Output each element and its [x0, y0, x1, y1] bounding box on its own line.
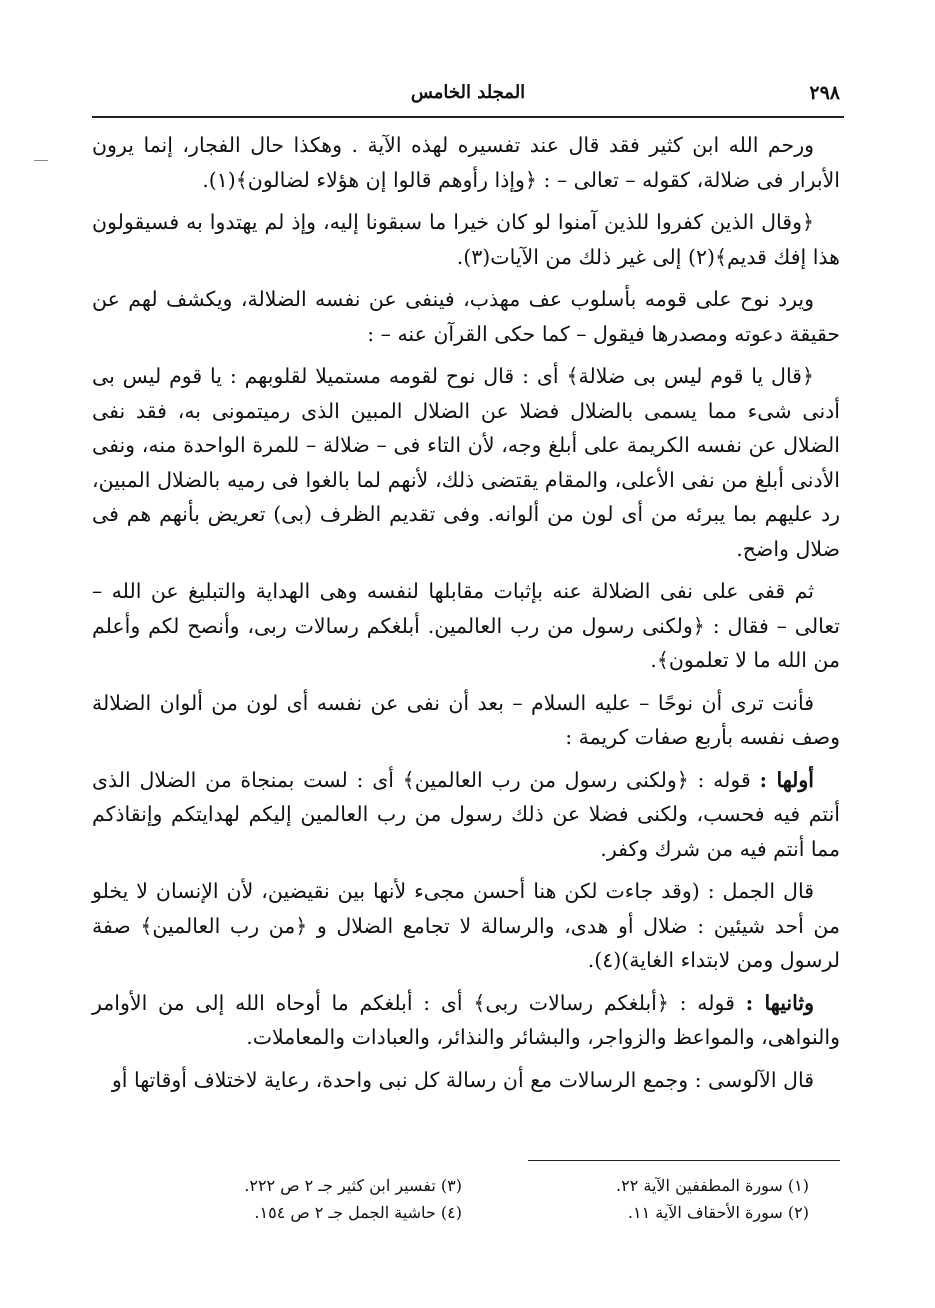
- running-title: المجلد الخامس: [410, 82, 526, 103]
- footnote-3: (٣) تفسير ابن كثير جـ ٢ ص ٢٢٢.: [244, 1176, 462, 1195]
- paragraph-text: ويرد نوح على قومه بأسلوب عف مهذب، فينفى عن نفسه الضلالة، ويكشف لهم عن حقيقة دعوته ومصدرها فيقول – كما حكى القرآن عنه – :: [92, 287, 840, 346]
- footnote-1: (١) سورة المطففين الآية ٢٢.: [616, 1176, 809, 1195]
- paragraph-3: [92, 282, 840, 351]
- footnote-4: (٤) حاشية الجمل جـ ٢ ص ١٥٤.: [254, 1203, 462, 1222]
- page-number: ٢٩٨: [809, 82, 840, 104]
- paragraph-text: ثم قفى على نفى الضلالة عنه بإثبات مقابلها لنفسه وهى الهداية والتبليغ عن الله – تعالى – فقال : ﴿ولكنى رسول من رب العالمين. أبلغكم رسالات ربى، وأنصح لكم وأعلم من الله ما لا تعلمون﴾.: [92, 579, 840, 672]
- paragraph-lead: أولها :: [759, 767, 814, 792]
- paragraph-text: ﴿قال يا قوم ليس بى ضلالة﴾ أى : قال نوح لقومه مستميلا لقلوبهم : يا قوم ليس بى أدنى شىء مما يسمى بالضلال فضلا عن الضلال المبين الذى رميتمونى به، فقد نفى الضلال عن نفسه الكريمة على أبلغ وجه، لأن التاء فى – ضلالة – للمرة الواحدة منه، ونفى الأدنى أبلغ من نفى الأعلى، والمقام يقتضى ذلك، لأنهم لما بالغوا فى رميه بالضلال المبين، رد عليهم بما يبرئه من أى لون من ألوانه. وفى تقديم الظرف (بى) تعريض بأنهم هم فى ضلال واضح.: [92, 364, 840, 561]
- paragraph-text: قال الآلوسى : وجمع الرسالات مع أن رسالة كل نبى واحدة، رعاية لاختلاف أوقاتها أو: [111, 1067, 814, 1092]
- paragraph-text: قوله : ﴿ولكنى رسول من رب العالمين﴾ أى : لست بمنجاة من الضلال الذى أنتم فيه فحسب، ولكنى فضلا عن ذلك رسول من رب العالمين إليكم لهدايتكم وإنقاذكم مما أنتم فيه من شرك وكفر.: [92, 767, 840, 861]
- paragraph-9: [92, 986, 840, 1055]
- paragraph-text: قوله : ﴿أبلغكم رسالات ربى﴾ أى : أبلغكم ما أوحاه الله إلى من الأوامر والنواهى، والمواعظ والزواجر، والبشائر والنذائر، والعبادات والمعاملات.: [92, 990, 840, 1049]
- header-rule: [92, 116, 844, 118]
- footnotes-right-column: [479, 1172, 809, 1226]
- paragraph-text: ورحم الله ابن كثير فقد قال عند تفسيره لهذه الآية . وهكذا حال الفجار، إنما يرون الأبرار فى ضلالة، كقوله – تعالى – : ﴿وإذا رأوهم قالوا إن هؤلاء لضالون﴾(١).: [92, 133, 840, 192]
- paragraph-5: [92, 574, 840, 678]
- footnotes-left-column: [132, 1172, 462, 1226]
- body-text: [92, 128, 840, 1105]
- paragraph-6: [92, 686, 840, 755]
- paragraph-text: فأنت ترى أن نوحًا – عليه السلام – بعد أن نفى عن نفسه أى لون من ألوان الضلالة وصف نفسه بأربع صفات كريمة :: [92, 690, 840, 749]
- margin-mark: [34, 160, 48, 161]
- paragraph-2: [92, 205, 840, 274]
- paragraph-8: [92, 874, 840, 978]
- paragraph-10: [92, 1063, 840, 1098]
- page-header: [92, 74, 844, 114]
- paragraph-1: [92, 128, 840, 197]
- paragraph-text: قال الجمل : (وقد جاءت لكن هنا أحسن مجىء لأنها بين نقيضين، لأن الإنسان لا يخلو من أحد شيئين : ضلال أو هدى، والرسالة لا تجامع الضلال و ﴿من رب العالمين﴾ صفة لرسول ومن لابتداء الغاية)(٤).: [92, 879, 840, 972]
- paragraph-text: ﴿وقال الذين كفروا للذين آمنوا لو كان خيرا ما سبقونا إليه، وإذ لم يهتدوا به فسيقولون هذا إفك قديم﴾(٢) إلى غير ذلك من الآيات(٣).: [92, 210, 840, 269]
- paragraph-7: [92, 763, 840, 867]
- paragraph-lead: وثانيها :: [745, 990, 814, 1015]
- footnote-2: (٢) سورة الأحقاف الآية ١١.: [627, 1203, 809, 1222]
- paragraph-4: [92, 359, 840, 566]
- footnote-rule: [528, 1160, 840, 1161]
